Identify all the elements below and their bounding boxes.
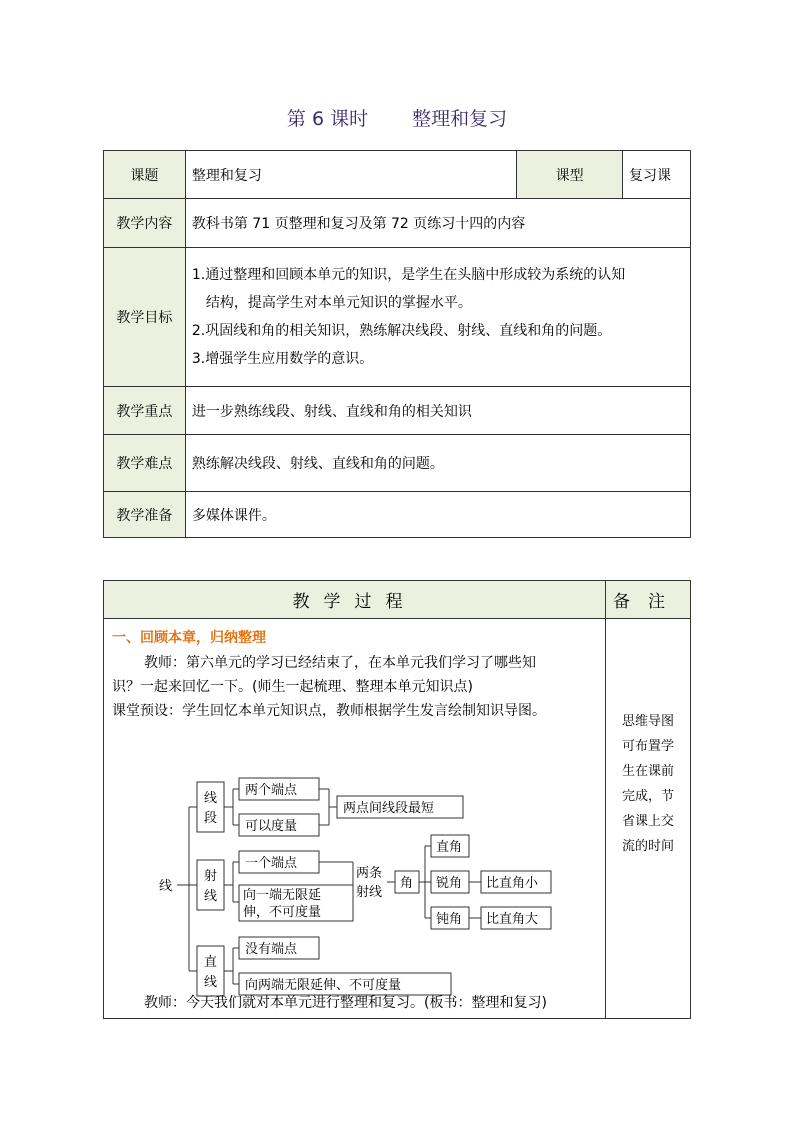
process-head: 教学过程 <box>104 581 606 619</box>
knowledge-mindmap <box>159 774 559 1006</box>
goal-label: 教学目标 <box>104 248 186 387</box>
content-label: 教学内容 <box>104 199 186 248</box>
process-table <box>103 580 691 1019</box>
content-value: 教科书第 71 页整理和复习及第 72 页练习十四的内容 <box>185 199 690 248</box>
node-two-rays-1: 两条 <box>356 866 383 881</box>
node-ray-extend-1: 向一端无限延 <box>243 888 322 903</box>
node-segment-1: 线 <box>204 791 218 806</box>
node-one-endpoint: 一个端点 <box>245 856 298 871</box>
paragraph-1b: 识？一起来回忆一下。(师生一起梳理、整理本单元知识点) <box>112 679 473 695</box>
type-value: 复习课 <box>623 151 691 199</box>
node-line-2: 线 <box>204 975 218 990</box>
lesson-number: 第 6 课时 <box>286 108 369 130</box>
lesson-topic: 整理和复习 <box>412 108 508 130</box>
goal-item-3: 3.增强学生应用数学的意识。 <box>191 351 374 367</box>
node-shortest: 两点间线段最短 <box>343 801 435 816</box>
process-body <box>104 619 606 1019</box>
node-ray-1: 射 <box>204 869 218 884</box>
node-measurable: 可以度量 <box>245 819 298 834</box>
lesson-info-table <box>103 150 691 538</box>
difficulty-value: 熟练解决线段、射线、直线和角的问题。 <box>185 435 690 492</box>
prep-label: 教学准备 <box>104 492 186 538</box>
node-acute-angle: 锐角 <box>436 876 463 891</box>
topic-label: 课题 <box>104 151 186 199</box>
topic-value: 整理和复习 <box>185 151 516 199</box>
section-title: 一、回顾本章，归纳整理 <box>112 630 266 646</box>
note-text: 思维导图可布置学生在课前完成，节省课上交流的时间 <box>622 714 675 854</box>
goal-item-1: 1.通过整理和回顾本单元的知识，是学生在头脑中形成较为系统的认知 <box>191 267 626 283</box>
node-line-extend: 向两端无限延伸、不可度量 <box>245 978 402 993</box>
paragraph-2: 课堂预设：学生回忆本单元知识点，教师根据学生发言绘制知识导图。 <box>112 703 546 719</box>
node-angle: 角 <box>400 876 414 891</box>
node-two-rays-2: 射线 <box>356 885 383 900</box>
note-head: 备注 <box>606 581 691 619</box>
type-label: 课型 <box>517 151 623 199</box>
paragraph-1a: 教师：第六单元的学习已经结束了，在本单元我们学习了哪些知 <box>144 655 536 671</box>
node-larger-than-right: 比直角大 <box>486 912 539 927</box>
node-two-endpoints: 两个端点 <box>245 783 298 798</box>
node-no-endpoint: 没有端点 <box>245 942 298 957</box>
node-right-angle: 直角 <box>436 840 463 855</box>
node-line-1: 直 <box>204 955 218 970</box>
goal-item-1-cont: 结构，提高学生对本单元知识的掌握水平。 <box>205 295 472 311</box>
key-value: 进一步熟练线段、射线、直线和角的相关知识 <box>185 387 690 435</box>
mindmap-root: 线 <box>159 879 173 894</box>
key-label: 教学重点 <box>104 387 186 435</box>
node-smaller-than-right: 比直角小 <box>486 876 539 891</box>
node-ray-extend-2: 伸，不可度量 <box>243 905 322 920</box>
goal-value <box>185 248 690 387</box>
prep-value: 多媒体课件。 <box>185 492 690 538</box>
node-ray-2: 线 <box>204 889 218 904</box>
paragraph-3: 教师：今天我们就对本单元进行整理和复习。(板书：整理和复习) <box>144 995 547 1011</box>
node-obtuse-angle: 钝角 <box>436 912 463 927</box>
node-segment-2: 段 <box>204 811 218 826</box>
note-cell <box>606 619 691 1019</box>
page-title <box>0 104 794 131</box>
difficulty-label: 教学难点 <box>104 435 186 492</box>
goal-item-2: 2.巩固线和角的相关知识，熟练解决线段、射线、直线和角的问题。 <box>191 323 612 339</box>
